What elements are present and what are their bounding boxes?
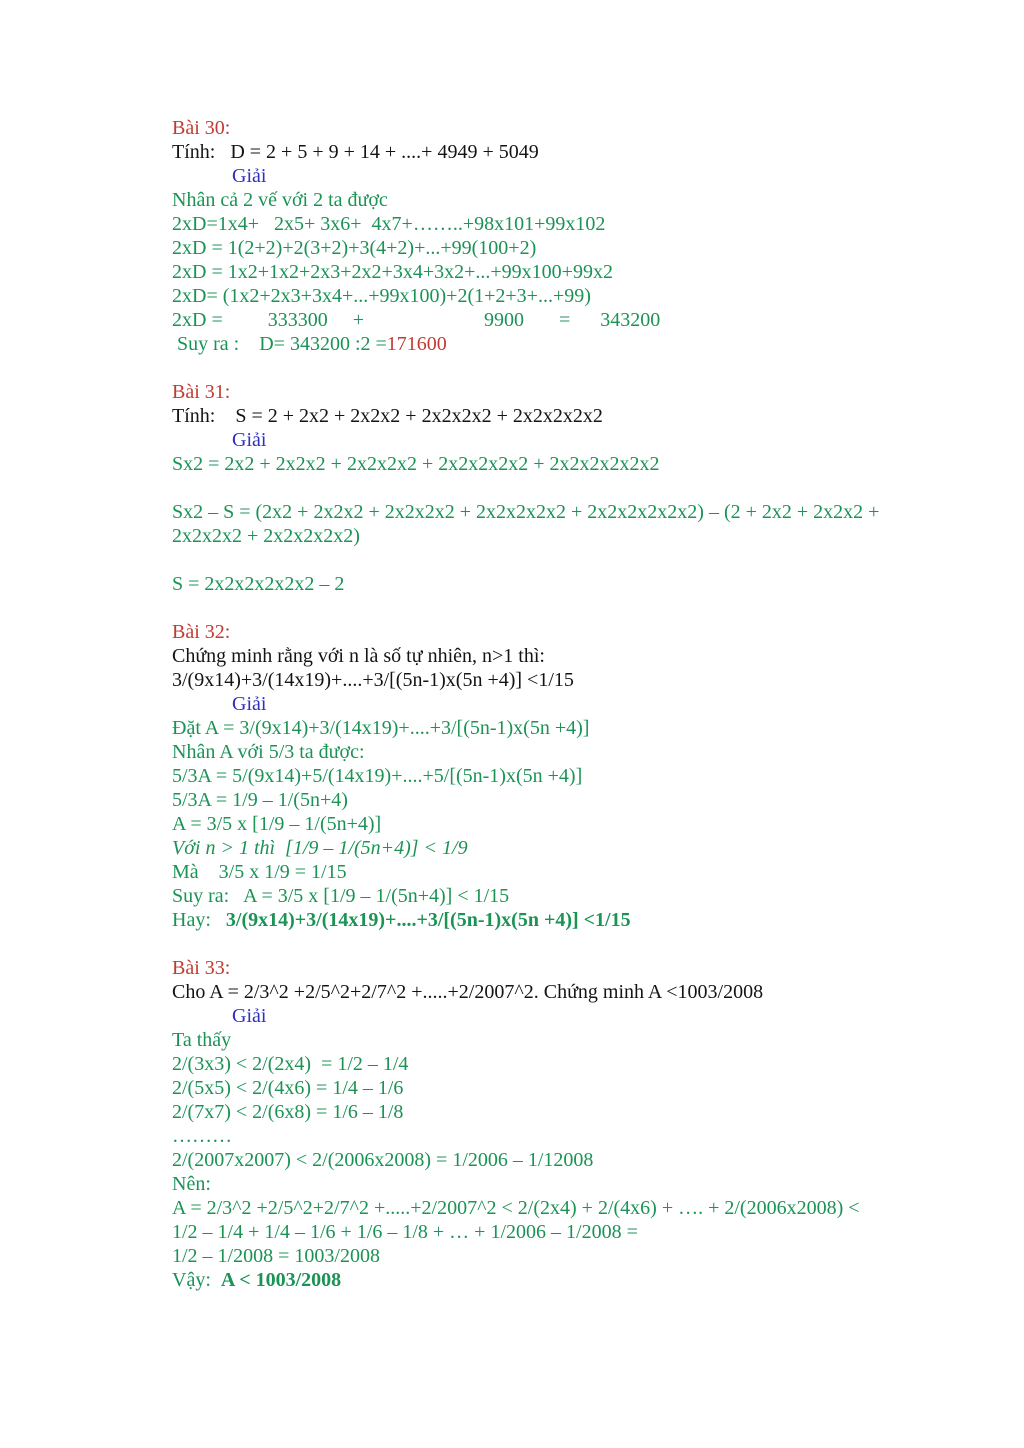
text-line — [172, 212, 952, 236]
text-segment: Nhân cả 2 vế với 2 ta được — [172, 189, 388, 211]
text-line — [172, 140, 952, 164]
text-line — [172, 764, 952, 788]
text-segment: 2/(2007x2007) < 2/(2006x2008) = 1/2006 – 1/12008 — [172, 1149, 594, 1171]
text-line — [172, 116, 952, 140]
text-line — [172, 524, 952, 548]
text-line — [172, 380, 952, 404]
text-segment: Bài 32: — [172, 621, 231, 643]
text-line — [172, 908, 952, 932]
text-line — [172, 956, 952, 980]
text-line — [172, 812, 952, 836]
text-segment: Chứng minh rằng với n là số tự nhiên, n>1 thì: — [172, 645, 545, 667]
text-line — [232, 692, 952, 716]
text-line — [172, 1244, 952, 1268]
text-segment: Sx2 – S = (2x2 + 2x2x2 + 2x2x2x2 + 2x2x2x2x2 + 2x2x2x2x2x2) – (2 + 2x2 + 2x2x2 + — [172, 501, 880, 523]
text-segment: Bài 33: — [172, 957, 231, 979]
text-segment: Sx2 = 2x2 + 2x2x2 + 2x2x2x2 + 2x2x2x2x2 + 2x2x2x2x2x2 — [172, 453, 660, 475]
text-segment: 3/(9x14)+3/(14x19)+....+3/[(5n-1)x(5n +4)] <1/15 — [172, 669, 574, 691]
text-segment: Đặt A = 3/(9x14)+3/(14x19)+....+3/[(5n-1)x(5n +4)] — [172, 717, 590, 739]
document-content — [172, 116, 952, 1292]
text-line — [172, 236, 952, 260]
text-line — [232, 164, 952, 188]
text-line — [172, 284, 952, 308]
text-segment: 2xD=1x4+ 2x5+ 3x6+ 4x7+……..+98x101+99x102 — [172, 213, 606, 235]
text-line — [172, 620, 952, 644]
text-line — [172, 1268, 952, 1292]
text-segment: Cho A = 2/3^2 +2/5^2+2/7^2 +.....+2/2007^2. Chứng minh A <1003/2008 — [172, 981, 764, 1003]
text-segment: Nhân A với 5/3 ta được: — [172, 741, 365, 763]
text-segment: Với n > 1 thì [1/9 – 1/(5n+4)] < 1/9 — [172, 837, 468, 859]
text-segment: 2xD= (1x2+2x3+3x4+...+99x100)+2(1+2+3+...+99) — [172, 285, 591, 307]
text-line — [172, 1052, 952, 1076]
text-segment: Hay: — [172, 909, 226, 931]
text-segment: 5/3A = 1/9 – 1/(5n+4) — [172, 789, 348, 811]
text-line — [172, 404, 952, 428]
text-line — [172, 1148, 952, 1172]
text-segment: 2/(5x5) < 2/(4x6) = 1/4 – 1/6 — [172, 1077, 404, 1099]
text-segment: A < 1003/2008 — [220, 1269, 342, 1291]
text-segment: 3/(9x14)+3/(14x19)+....+3/[(5n-1)x(5n +4)] <1/15 — [225, 909, 631, 931]
text-segment: 2x2x2x2 + 2x2x2x2x2) — [172, 525, 360, 547]
text-segment: Ta thấy — [172, 1029, 232, 1051]
text-segment: 2xD = 1x2+1x2+2x3+2x2+3x4+3x2+...+99x100+99x2 — [172, 261, 613, 283]
text-line — [172, 980, 952, 1004]
text-segment: 2/(3x3) < 2/(2x4) = 1/2 – 1/4 — [172, 1053, 409, 1075]
text-segment: Giải — [232, 429, 267, 451]
text-line — [172, 1196, 952, 1220]
text-line — [172, 1124, 952, 1148]
text-segment: 1/2 – 1/2008 = 1003/2008 — [172, 1245, 380, 1267]
text-line — [172, 500, 952, 524]
text-line — [172, 884, 952, 908]
text-line — [172, 836, 952, 860]
text-line — [172, 260, 952, 284]
text-segment: A = 3/5 x [1/9 – 1/(5n+4)] — [172, 813, 382, 835]
text-segment: 2xD = 333300 + 9900 = 343200 — [172, 309, 661, 331]
text-line — [172, 1028, 952, 1052]
text-segment: 5/3A = 5/(9x14)+5/(14x19)+....+5/[(5n-1)x(5n +4)] — [172, 765, 583, 787]
text-segment: Mà 3/5 x 1/9 = 1/15 — [172, 861, 347, 883]
text-segment: Tính: D = 2 + 5 + 9 + 14 + ....+ 4949 + 5049 — [172, 141, 539, 163]
text-segment: 2xD = 1(2+2)+2(3+2)+3(4+2)+...+99(100+2) — [172, 237, 537, 259]
text-segment: Tính: S = 2 + 2x2 + 2x2x2 + 2x2x2x2 + 2x2x2x2x2 — [172, 405, 603, 427]
text-line — [172, 716, 952, 740]
text-segment: Vậy: — [172, 1269, 221, 1291]
text-line — [172, 1172, 952, 1196]
text-segment: A = 2/3^2 +2/5^2+2/7^2 +.....+2/2007^2 < 2/(2x4) + 2/(4x6) + …. + 2/(2006x2008) < — [172, 1197, 860, 1219]
text-line — [172, 1220, 952, 1244]
text-segment: Bài 31: — [172, 381, 231, 403]
text-segment: Suy ra : D= 343200 :2 = — [172, 333, 387, 355]
blank-line — [172, 356, 952, 380]
blank-line — [172, 932, 952, 956]
blank-line — [172, 476, 952, 500]
text-segment: S = 2x2x2x2x2x2 – 2 — [172, 573, 345, 595]
text-line — [172, 188, 952, 212]
text-line — [172, 572, 952, 596]
text-line — [172, 452, 952, 476]
text-line — [172, 1076, 952, 1100]
text-line — [172, 668, 952, 692]
text-segment: 2/(7x7) < 2/(6x8) = 1/6 – 1/8 — [172, 1101, 404, 1123]
text-line — [172, 860, 952, 884]
text-line — [172, 644, 952, 668]
text-line — [172, 740, 952, 764]
text-segment: Nên: — [172, 1173, 211, 1195]
blank-line — [172, 596, 952, 620]
text-line — [172, 1100, 952, 1124]
text-segment: 1/2 – 1/4 + 1/4 – 1/6 + 1/6 – 1/8 + … + 1/2006 – 1/2008 = — [172, 1221, 638, 1243]
text-segment: ……… — [172, 1125, 232, 1147]
text-segment: Suy ra: A = 3/5 x [1/9 – 1/(5n+4)] < 1/15 — [172, 885, 510, 907]
text-segment: Giải — [232, 693, 267, 715]
text-segment: Bài 30: — [172, 117, 231, 139]
blank-line — [172, 548, 952, 572]
text-segment: Giải — [232, 1005, 267, 1027]
text-line — [172, 788, 952, 812]
text-line — [232, 428, 952, 452]
text-line — [172, 332, 952, 356]
text-segment: 171600 — [386, 333, 447, 355]
text-segment: Giải — [232, 165, 267, 187]
text-line — [232, 1004, 952, 1028]
text-line — [172, 308, 952, 332]
